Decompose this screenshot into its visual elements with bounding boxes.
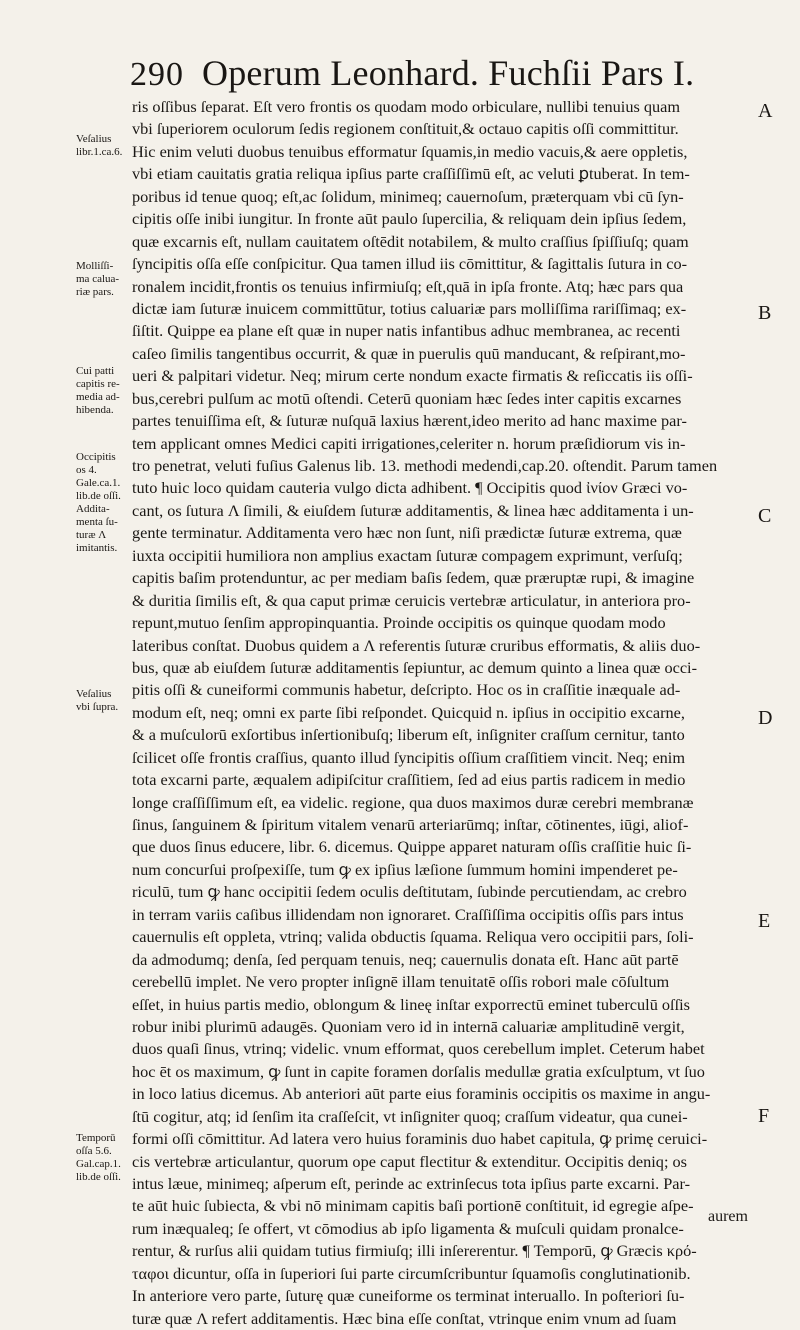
text-line: te aūt huic ſubiecta, & vbi nō minimam capitis baſi portionē conſtituit, id egregie aſpe- [132,1196,694,1216]
text-line: intus læue, minimeq; aſperum eſt, perinde ac extrinſecus tota ipſius parte excarni. Par- [132,1174,691,1193]
text-line: duos quaſi ſinus, vtrinq; videlic. vnum efformat, quos cerebellum implet. Ceterum habet [132,1039,705,1059]
text-line: ſinus, ſanguinem & ſpiritum vitalem venarū arteriarūmq; inſtar, cōtinentes, iūgi, aliof- [132,815,689,834]
section-letter-c: C [758,505,772,527]
text-line: repunt,mutuo ſenſim appropinquantia. Proinde occipitis os quinque quodam modo [132,613,666,633]
margin-note-mollissima: Molliſſi- ma calua- riæ pars. [76,260,120,298]
text-line: eſſet, in huius partis medio, oblongum & lineę inſtar exporrectū eminet tuberculū oſſis [132,994,690,1014]
text-line: vbi etiam cauitatis gratia reliqua ipſius parte craſſiſſimū eſt, ac veluti ꝑtuberat. In tem- [132,164,690,184]
text-line: tem applicant omnes Medici capiti irrigationes,celeriter n. horum præſidiorum vis in- [132,433,686,453]
section-letter-d: D [758,707,773,729]
text-line: in terram variis caſibus illidendam non ignoraret. Craſſiſſima occipitis oſſis pars intus [132,904,684,924]
margin-note-occipitis: Occipitis os 4. Gale.ca.1. lib.de oſſi. Addita- menta ſu- turæ Λ imitantis. [76,451,121,554]
margin-note-vesalius: Veſalius libr.1.ca.6. [76,133,123,158]
section-letter-e: E [758,910,771,932]
text-line: cant, os ſutura Λ ſimili, & eiuſdem ſuturæ additamentis, & linea hæc additamenta i un- [132,500,694,520]
text-line: Hic enim veluti duobus tenuibus efformatur ſquamis,in medio vacuis,& aere oppletis, [132,141,688,161]
text-line: gente terminatur. Additamenta vero hæc non ſunt, niſi prædictæ ſuturæ extrema, quæ [132,523,682,543]
text-line: cerebellū implet. Ne vero propter inſignē illam tenuitatē oſſis robori male cōſultum [132,972,670,992]
text-line: ſyncipitis oſſa eſſe conſpicitur. Qua tamen illud iis cōmittitur, & ſagittalis ſutura in co- [132,254,688,274]
text-line: turæ quæ Λ refert additamentis. Hæc bina eſſe conſtat, vtrinque enim vnum ad ſuam [132,1308,677,1328]
text-line: cis vertebræ articulantur, quorum ope caput flectitur & extenditur. Occipitis deniq; os [132,1151,688,1171]
text-line: modum eſt, neq; omni ex parte ſibi reſpondet. Quicquid n. ipſius in occipitio excarne, [132,702,685,722]
text-line: pitis oſſi & cuneiformi communis habetur, deſcripto. Hoc os in craſſitie inæquale ad- [132,680,681,700]
text-line: lateribus conſtat. Duobus quidem a Λ referentis ſuturæ cruribus efformatis, & aliis duo- [132,635,701,655]
text-line: capitis baſim protenduntur, ac per mediam baſis ſedem, quæ præruptæ rupi, & imagine [132,568,695,588]
text-line: ſtū cogitur, atq; id ſenſim ita craſſeſcit, vt inſigniter quoq; craſſum videatur, qua cunei- [132,1106,688,1126]
text-line: & a muſculorū exſortibus inſertionibuſq; liberum eſt, inſigniter craſſum cernitur, tanto [132,725,685,745]
catchword: aurem [708,1208,748,1225]
text-line: tro penetrat, veluti fuſius Galenus lib. 13. methodi medendi,cap.20. oſtendit. Parum tamen [132,456,718,475]
text-line: dictæ iam ſuturæ inuicem committūtur, totius caluariæ pars molliſſima rariſſimaq; ex- [132,298,687,318]
text-line: ueri & palpitari videtur. Neq; mirum certe nondum exacte firmatis & reſiccatis iis oſſi- [132,366,693,386]
running-head: Operum Leonhard. Fuchſii Pars I. [202,53,695,93]
section-letter-b: B [758,302,772,324]
text-line: vbi ſuperiorem oculorum ſedis regionem conſtituit,& octauo capitis oſſi committitur. [132,119,679,139]
margin-note-remedia: Cui patti capitis re- media ad- hibenda. [76,365,120,416]
margin-note-temporum: Temporū oſſa 5.6. Gal.cap.1. lib.de oſſi. [76,1132,121,1183]
text-line: num concurſui proſpexiſſe, tum ꝙ ex ipſius læſione ſummum homini impenderet pe- [132,859,678,879]
text-line: In anteriore vero parte, ſuturę quæ cuneiforme os terminat interuallo. In poſteriori ſu- [132,1286,685,1306]
text-line: in loco latius dicemus. Ab anteriori aūt parte eius foraminis occipitis os maxime in angu- [132,1084,711,1104]
text-line: ris oſſibus ſeparat. Eſt vero frontis os quodam modo orbiculare, nullibi tenuius quam [132,97,681,116]
text-line: ſiſtit. Quippe ea plane eſt quæ in nuper natis infantibus adhuc membranea, ac recenti [132,321,681,341]
text-line: cipitis oſſe inibi iungitur. In fronte aūt paulo ſupercilia, & reliquam dein ipſius ſedem, [132,209,687,229]
text-line: partes tenuiſſima eſt, & ſuturæ nuſquā laxius hærent,ideo merito ad hanc maxime par- [132,411,687,431]
text-line: tuto huic loco quidam cauteria vulgo dicta adhibent. ¶ Occipitis quod ἰνίον Græci vo- [132,478,688,498]
margin-note-vesalius-supra: Veſalius vbi ſupra. [76,688,119,713]
text-line: que duos ſinus educere, libr. 6. dicemus. Quippe apparet naturam oſſis craſſitie huic ſi- [132,837,692,857]
text-line: robur inibi plurimū adaugēs. Quoniam vero id in internā caluariæ amplitudinē vergit, [132,1016,685,1036]
body-text [132,96,762,1330]
text-line: bus, quæ ab eiuſdem ſuturæ additamentis ſepiuntur, ac demum quinto a linea quæ occi- [132,657,698,677]
text-line: tota excarni parte, æqualem adipiſcitur craſſitiem, ſed ad eius partis radicem in medio [132,770,686,790]
text-line: riculū, tum ꝙ hanc occipitii ſedem oculis deſtitutam, ſubinde percutiendam, ac crebro [132,882,687,902]
margin-notes [0,0,130,1251]
text-line: rentur, & rurſus alii quidam tutius firmiuſq; illi inſererentur. ¶ Temporū, ꝙ Græcis κρό- [132,1241,697,1261]
text-line: caſeo ſimilis tangentibus occurrit, & quæ in puerulis quū manducant, & reſpirant,mo- [132,343,686,363]
text-line: & duritia ſimilis eſt, & qua caput primæ ceruicis vertebræ articulatur, in anteriora pro- [132,590,691,610]
text-line: quæ excarnis eſt, nullam cauitatem oſtēdit notabilem, & multo craſſius ſpiſſiuſq; quam [132,231,689,251]
text-line: poribus id tenue quoq; eſt,ac ſolidum, minimeq; cauernoſum, præterquam vbi cū ſyn- [132,186,684,206]
page-number: 290 [130,56,184,93]
text-line: cauernulis eſt oppleta, vtrinq; valida obductis ſquama. Reliqua vero occipitii pars, ſoli- [132,927,694,947]
text-line: ταφοι dicuntur, oſſa in ſuperiori ſui parte circumſcribuntur ſquamoſis conglutinationib. [132,1263,691,1283]
section-letter-f: F [758,1105,770,1127]
text-line: iuxta occipitii humiliora non amplius exactam ſuturæ compagem exprimunt, verſuſq; [132,545,683,565]
text-line: da admodumq; denſa, ſed perquam tenuis, neq; cauernulis donata eſt. Hanc aūt partē [132,949,679,969]
text-line: longe craſſiſſimum eſt, ea videlic. regione, qua duos maximos duræ cerebri membranæ [132,792,694,812]
page-header [130,52,695,96]
text-line: hoc ēt os maximum, ꝙ ſunt in capite foramen dorſalis medullæ gratia exſculptum, vt ſuo [132,1061,705,1081]
text-line: ſcilicet oſſe frontis craſſius, quanto illud ſyncipitis oſſium craſſitiem vincit. Neq; enim [132,747,685,767]
section-letter-a: A [758,100,773,122]
text-line: formi oſſi cōmittitur. Ad latera vero huius foraminis duo habet capitula, ꝙ primę ceruici- [132,1129,708,1149]
text-line: bus,cerebri pulſum ac motū oſtendi. Ceterū quoniam hæc ſedes inter capitis excarnes [132,388,682,408]
text-line: rum inæqualeq; ſe offert, vt cōmodius ab ipſo ligamenta & muſculi quidam pronalce- [132,1218,684,1238]
text-line: ronalem incidit,frontis os tenuius infirmiuſq; eſt,quā in ipſa fronte. Atq; hæc pars qua [132,276,684,296]
